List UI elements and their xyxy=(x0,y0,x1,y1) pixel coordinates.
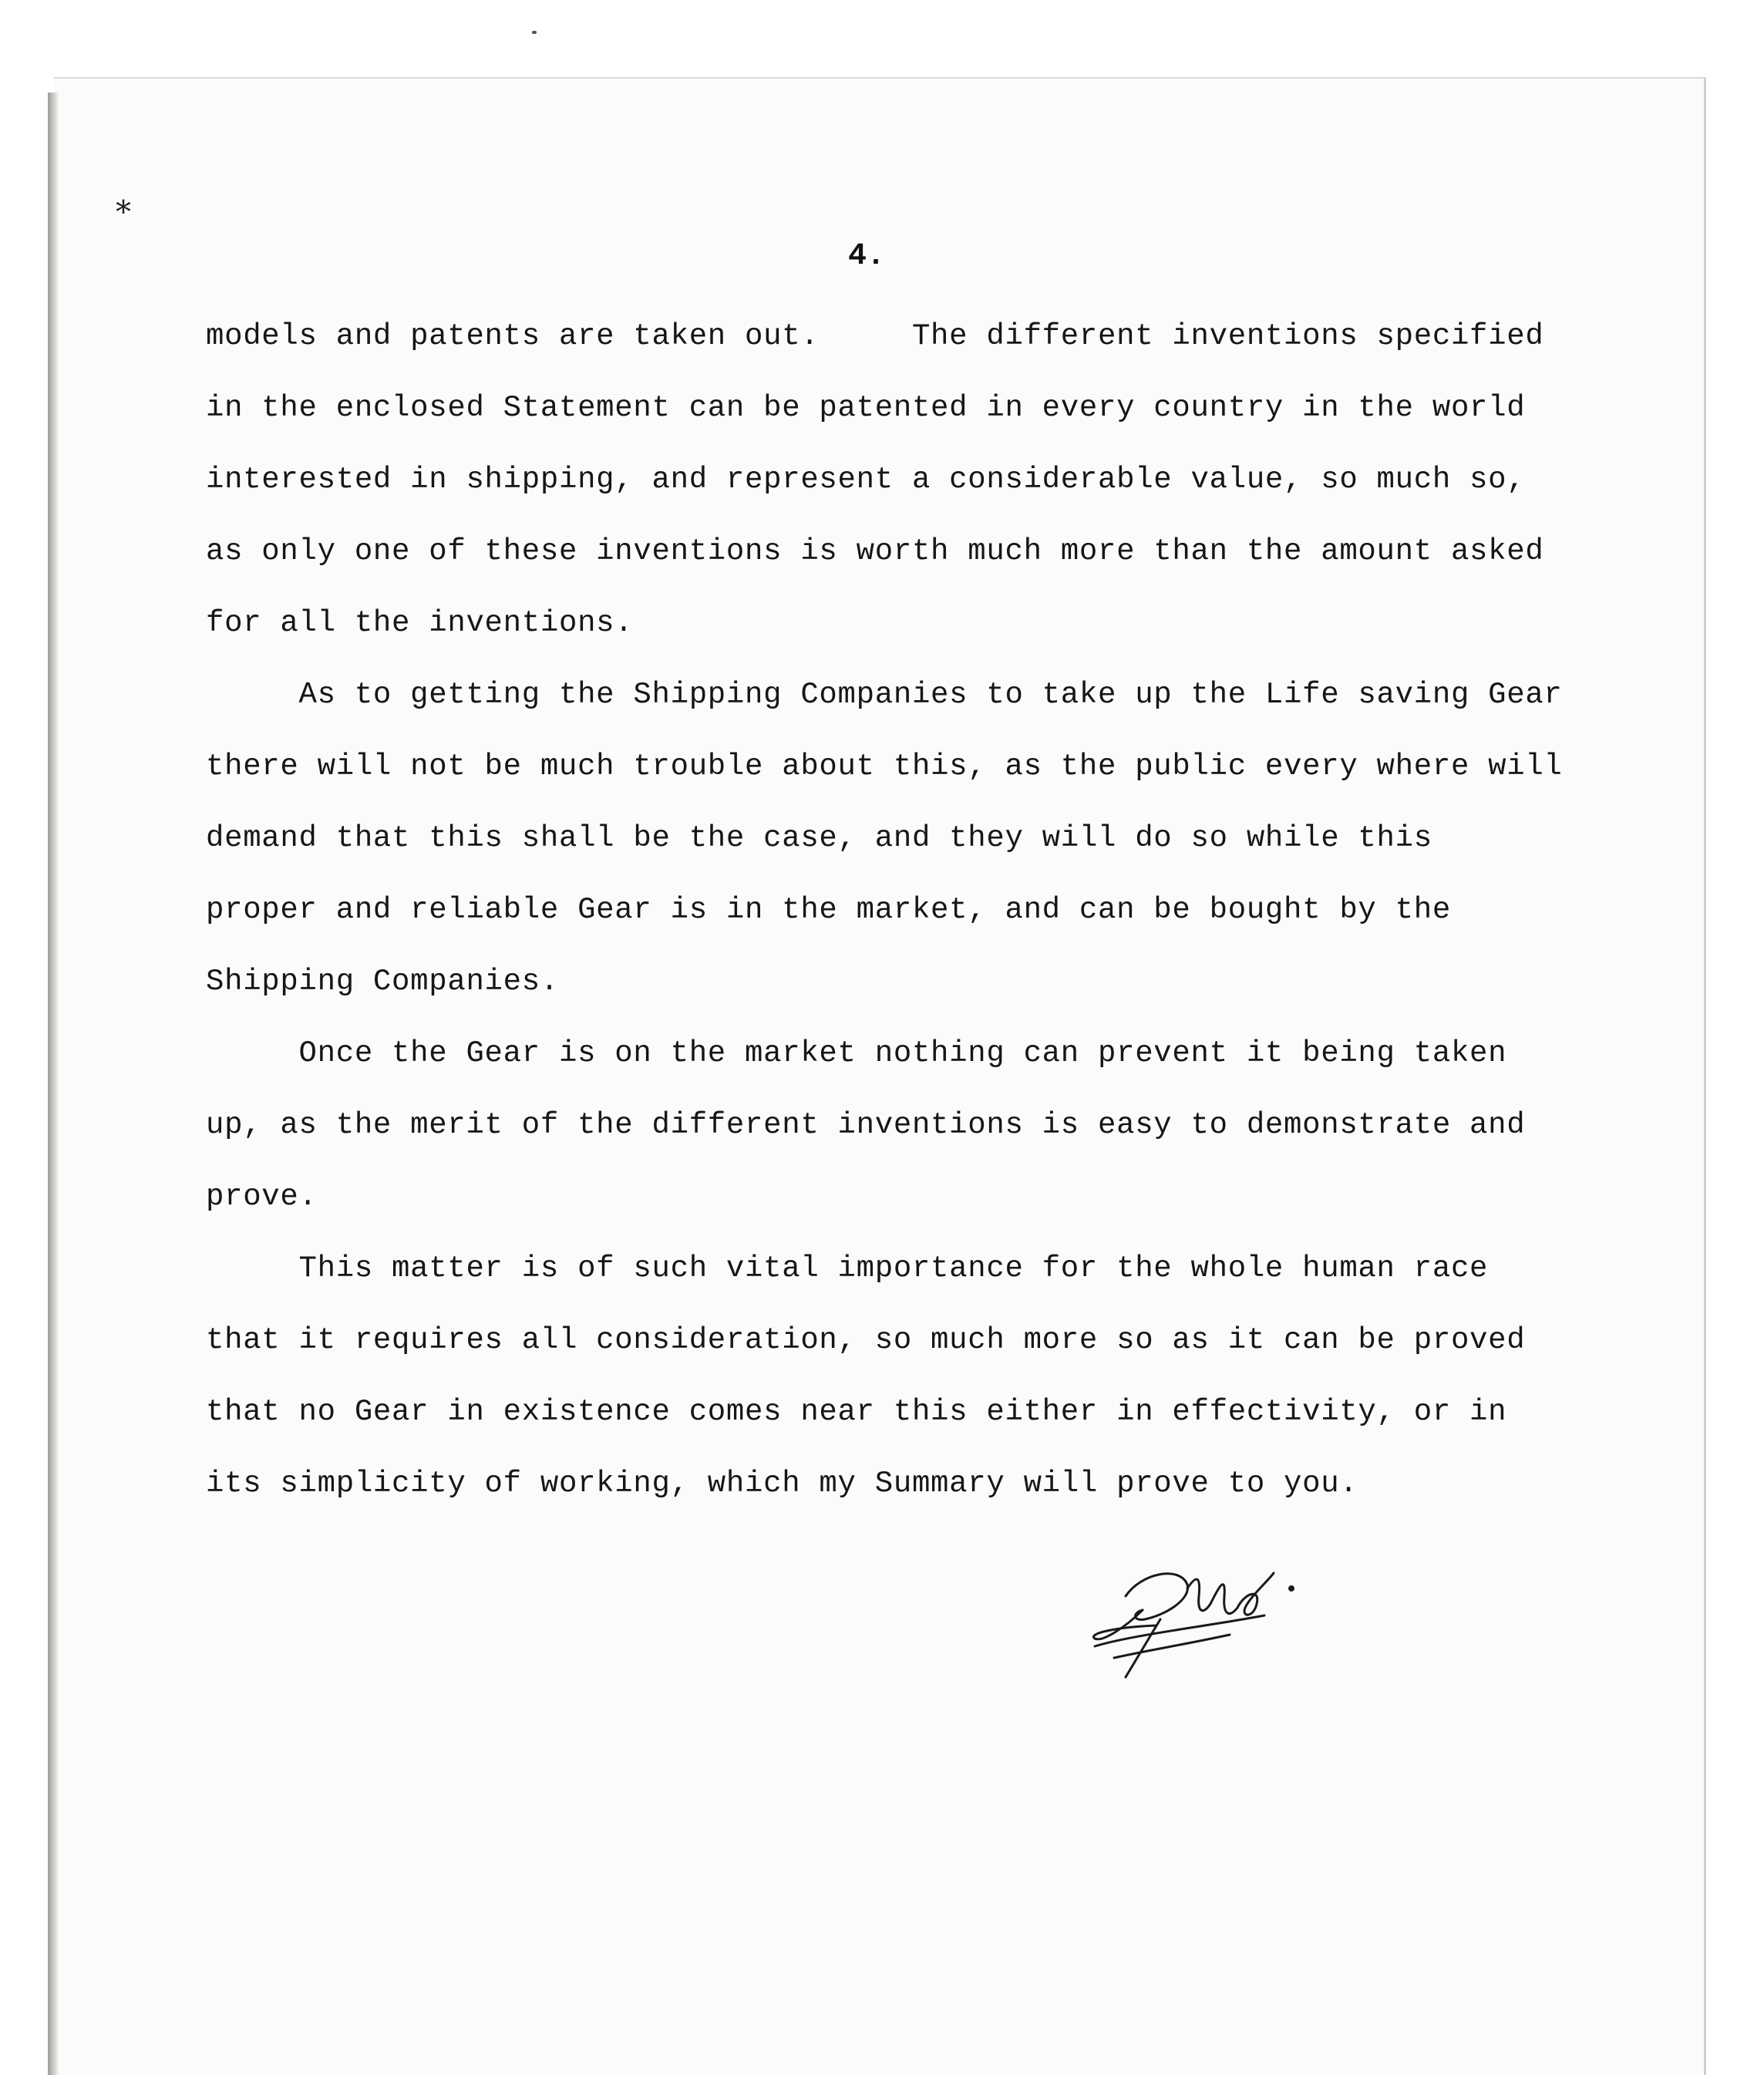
handwritten-signature xyxy=(1072,1542,1318,1689)
text-line: proper and reliable Gear is in the market, and can be bought by the xyxy=(206,893,1451,927)
text-line: for all the inventions. xyxy=(206,606,634,640)
text-line: Shipping Companies. xyxy=(206,965,559,999)
paragraph-3 xyxy=(206,1018,1748,1233)
paper-left-edge xyxy=(48,93,59,2075)
text-line: that no Gear in existence comes near this either in effectivity, or in xyxy=(206,1395,1507,1429)
text-line: As to getting the Shipping Companies to take up the Life saving Gear xyxy=(206,678,1563,712)
text-line: prove. xyxy=(206,1180,318,1214)
paragraph-4 xyxy=(206,1233,1748,1520)
text-line: demand that this shall be the case, and they will do so while this xyxy=(206,821,1432,855)
paragraph-2 xyxy=(206,659,1748,1018)
text-line: that it requires all consideration, so much more so as it can be proved xyxy=(206,1323,1526,1357)
paragraph-1 xyxy=(206,301,1748,659)
text-line: models and patents are taken out. The different inventions specified xyxy=(206,319,1544,353)
page-number: 4. xyxy=(848,239,886,274)
text-line: as only one of these inventions is worth much more than the amount asked xyxy=(206,534,1544,568)
text-line: This matter is of such vital importance for the whole human race xyxy=(206,1251,1489,1285)
text-line: interested in shipping, and represent a considerable value, so much so, xyxy=(206,463,1526,497)
text-line: there will not be much trouble about this, as the public every where will xyxy=(206,749,1563,783)
text-line: in the enclosed Statement can be patented in every country in the world xyxy=(206,391,1526,425)
dust-speck xyxy=(532,31,537,34)
text-line: its simplicity of working, which my Summary will prove to you. xyxy=(206,1467,1358,1501)
corner-pencil-mark: ⁎ xyxy=(116,185,131,221)
text-line: up, as the merit of the different inventions is easy to demonstrate and xyxy=(206,1108,1526,1142)
text-line: Once the Gear is on the market nothing can prevent it being taken xyxy=(206,1036,1507,1070)
letter-body xyxy=(206,301,1748,1520)
